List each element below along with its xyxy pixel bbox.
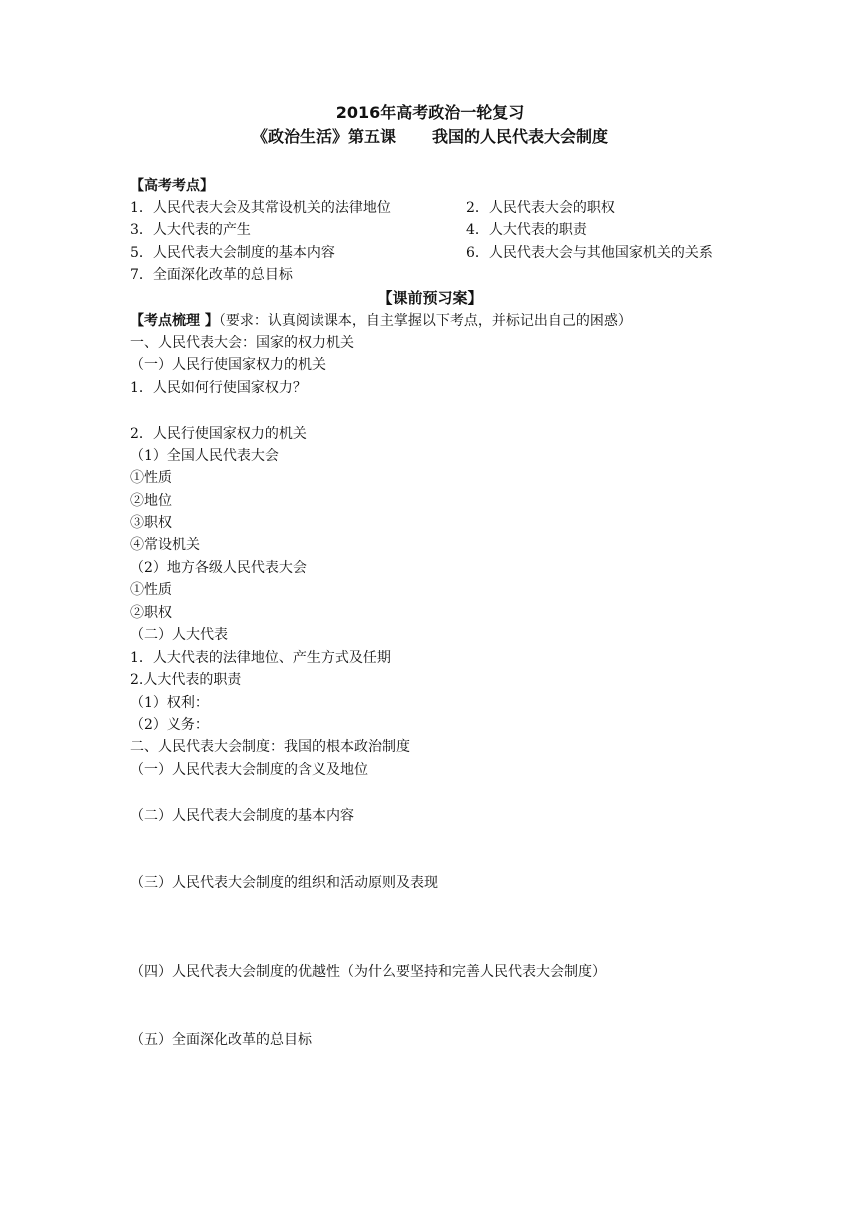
outline-line: ③职权: [130, 515, 172, 531]
outline-line: 2．人民行使国家权力的机关: [130, 426, 307, 442]
outline-line: （五）全面深化改革的总目标: [130, 1032, 312, 1048]
document-subtitle: [0, 127, 860, 147]
exam-point-item: 6．人民代表大会与其他国家机关的关系: [466, 245, 713, 261]
exam-point-item: 7．全面深化改革的总目标: [130, 267, 293, 283]
outline-line: 1．人民如何行使国家权力？: [130, 380, 307, 396]
outline-line: （三）人民代表大会制度的组织和活动原则及表现: [130, 875, 438, 891]
outline-line: 二、人民代表大会制度：我国的根本政治制度: [130, 739, 410, 755]
outline-line: ①性质: [130, 582, 172, 598]
outline-line: ①性质: [130, 470, 172, 486]
outline-line: （二）人民代表大会制度的基本内容: [130, 808, 354, 824]
subtitle-topic: 我国的人民代表大会制度: [432, 127, 609, 146]
outline-line: （四）人民代表大会制度的优越性（为什么要坚持和完善人民代表大会制度）: [130, 964, 606, 980]
outline-line: 一、人民代表大会：国家的权力机关: [130, 335, 354, 351]
exam-point-item: 3．人大代表的产生: [130, 222, 251, 238]
exam-point-item: 2．人民代表大会的职权: [466, 200, 615, 216]
outline-line: （2）义务：: [130, 717, 209, 733]
exam-points-heading: 【高考考点】: [130, 178, 214, 194]
sort-heading: 【考点梳理 】: [130, 313, 219, 329]
outline-line: ④常设机关: [130, 537, 200, 553]
sort-instruction: [130, 311, 632, 331]
preview-heading: 【课前预习案】: [377, 289, 483, 307]
outline-line: 1．人大代表的法律地位、产生方式及任期: [130, 650, 391, 666]
document-title: 2016年高考政治一轮复习: [335, 103, 525, 122]
outline-line: 2.人大代表的职责: [130, 672, 242, 688]
exam-point-item: 4．人大代表的职责: [466, 222, 587, 238]
outline-line: （2）地方各级人民代表大会: [130, 560, 307, 576]
exam-point-item: 5．人民代表大会制度的基本内容: [130, 245, 335, 261]
sort-note: （要求：认真阅读课本，自主掌握以下考点，并标记出自己的困惑）: [218, 313, 632, 329]
subtitle-course: 《政治生活》第五课: [251, 127, 396, 146]
outline-line: （1）全国人民代表大会: [130, 448, 279, 464]
outline-line: ②地位: [130, 493, 172, 509]
outline-line: （二）人大代表: [130, 627, 228, 643]
outline-line: （一）人民行使国家权力的机关: [130, 357, 326, 373]
outline-line: （1）权利：: [130, 695, 209, 711]
outline-line: （一）人民代表大会制度的含义及地位: [130, 762, 368, 778]
exam-point-item: 1．人民代表大会及其常设机关的法律地位: [130, 200, 391, 216]
outline-line: ②职权: [130, 605, 172, 621]
